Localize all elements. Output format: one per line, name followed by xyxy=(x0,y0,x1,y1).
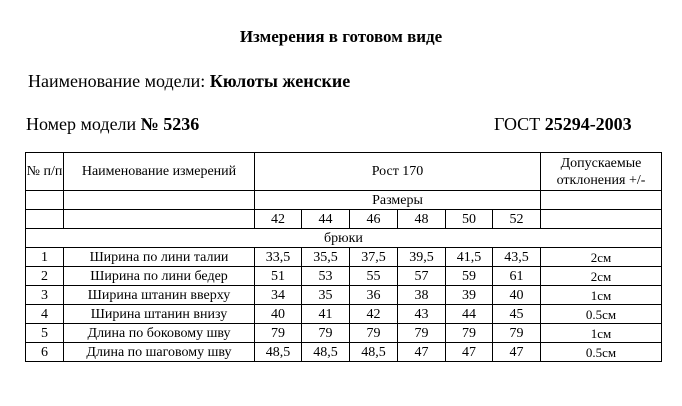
measurement-value: 40 xyxy=(493,286,541,305)
measurement-value: 41 xyxy=(302,305,350,324)
row-number: 6 xyxy=(26,343,64,362)
measurement-value: 35 xyxy=(302,286,350,305)
empty-cell xyxy=(64,210,255,229)
header-num: № п/п xyxy=(26,153,64,191)
empty-cell xyxy=(541,191,662,210)
header-height: Рост 170 xyxy=(255,153,541,191)
empty-cell xyxy=(541,210,662,229)
size-cell: 46 xyxy=(350,210,398,229)
measurement-value: 47 xyxy=(493,343,541,362)
sizes-row xyxy=(26,210,662,229)
measurement-value: 47 xyxy=(446,343,493,362)
measurement-value: 42 xyxy=(350,305,398,324)
measurement-value: 34 xyxy=(255,286,302,305)
tolerance-value: 2см xyxy=(541,267,662,286)
measurement-value: 48,5 xyxy=(255,343,302,362)
table-row xyxy=(26,305,662,324)
size-cell: 48 xyxy=(398,210,446,229)
measurement-name: Длина по боковому шву xyxy=(64,324,255,343)
measurement-value: 59 xyxy=(446,267,493,286)
measurement-value: 55 xyxy=(350,267,398,286)
tolerance-value: 2см xyxy=(541,248,662,267)
measurement-value: 48,5 xyxy=(302,343,350,362)
row-number: 4 xyxy=(26,305,64,324)
measurement-value: 79 xyxy=(446,324,493,343)
size-cell: 42 xyxy=(255,210,302,229)
measurement-value: 51 xyxy=(255,267,302,286)
measurement-value: 39 xyxy=(446,286,493,305)
measurement-value: 47 xyxy=(398,343,446,362)
empty-cell xyxy=(64,191,255,210)
size-cell: 44 xyxy=(302,210,350,229)
model-number-label: Номер модели xyxy=(26,114,137,134)
document-title: Измерения в готовом виде xyxy=(239,27,443,46)
size-cell: 50 xyxy=(446,210,493,229)
table-row xyxy=(26,324,662,343)
gost-line xyxy=(494,114,632,135)
measurement-value: 43 xyxy=(398,305,446,324)
size-cell: 52 xyxy=(493,210,541,229)
table-row xyxy=(26,286,662,305)
measurement-value: 36 xyxy=(350,286,398,305)
tolerance-value: 0.5см xyxy=(541,343,662,362)
measurement-value: 45 xyxy=(493,305,541,324)
table-row xyxy=(26,267,662,286)
row-number: 3 xyxy=(26,286,64,305)
model-name-label: Наименование модели: xyxy=(28,71,206,91)
table-row xyxy=(26,343,662,362)
header-row xyxy=(26,153,662,191)
tolerance-value: 0.5см xyxy=(541,305,662,324)
measurement-value: 79 xyxy=(302,324,350,343)
measurements-table xyxy=(25,152,662,362)
model-number-value: № 5236 xyxy=(140,114,200,134)
measurement-value: 53 xyxy=(302,267,350,286)
empty-cell xyxy=(26,191,64,210)
measurement-name: Длина по шаговому шву xyxy=(64,343,255,362)
gost-label: ГОСТ xyxy=(494,114,541,134)
tolerance-value: 1см xyxy=(541,324,662,343)
measurement-value: 39,5 xyxy=(398,248,446,267)
header-tolerance: Допускаемые отклонения +/- xyxy=(541,153,662,191)
empty-cell xyxy=(26,210,64,229)
measurement-value: 35,5 xyxy=(302,248,350,267)
measurement-value: 57 xyxy=(398,267,446,286)
measurement-name: Ширина по лини талии xyxy=(64,248,255,267)
measurement-value: 79 xyxy=(255,324,302,343)
measurement-name: Ширина штанин вверху xyxy=(64,286,255,305)
measurement-value: 43,5 xyxy=(493,248,541,267)
tolerance-value: 1см xyxy=(541,286,662,305)
header-name: Наименование измерений xyxy=(64,153,255,191)
measurement-value: 79 xyxy=(493,324,541,343)
model-number-line xyxy=(26,114,199,135)
measurement-value: 79 xyxy=(398,324,446,343)
row-number: 1 xyxy=(26,248,64,267)
measurement-value: 41,5 xyxy=(446,248,493,267)
sizes-label-row xyxy=(26,191,662,210)
measurement-value: 37,5 xyxy=(350,248,398,267)
measurement-name: Ширина штанин внизу xyxy=(64,305,255,324)
sizes-label: Размеры xyxy=(255,191,541,210)
section-label: брюки xyxy=(26,229,662,248)
measurement-value: 33,5 xyxy=(255,248,302,267)
measurement-value: 40 xyxy=(255,305,302,324)
measurement-value: 44 xyxy=(446,305,493,324)
row-number: 2 xyxy=(26,267,64,286)
measurement-value: 61 xyxy=(493,267,541,286)
measurement-name: Ширина по лини бедер xyxy=(64,267,255,286)
table-row xyxy=(26,248,662,267)
measurement-value: 79 xyxy=(350,324,398,343)
model-name-line xyxy=(28,71,350,92)
measurement-value: 38 xyxy=(398,286,446,305)
section-row xyxy=(26,229,662,248)
gost-value: 25294-2003 xyxy=(544,114,632,134)
measurement-value: 48,5 xyxy=(350,343,398,362)
row-number: 5 xyxy=(26,324,64,343)
model-name-value: Кюлоты женские xyxy=(209,71,351,91)
